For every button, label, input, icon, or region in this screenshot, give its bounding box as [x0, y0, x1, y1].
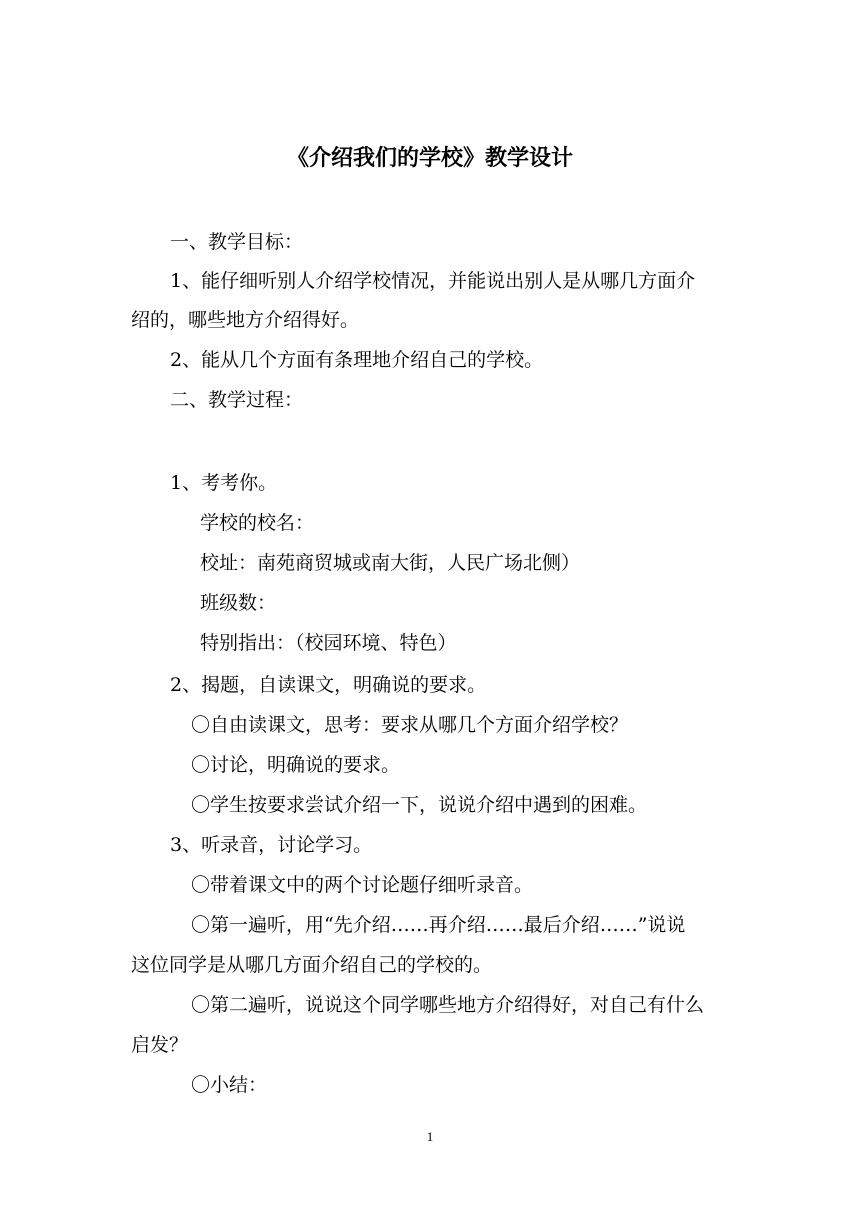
step-3-heading: 3、听录音，讨论学习。	[170, 834, 373, 856]
section-heading-process: 二、教学过程：	[170, 389, 304, 411]
goal-1-line-2: 绍的，哪些地方介绍得好。	[131, 309, 360, 331]
step-1-school-address: 校址：南苑商贸城或南大街，人民广场北侧）	[200, 552, 581, 574]
step-3-summary: 〇小结：	[191, 1074, 268, 1096]
step-3-item-3-line-1: 〇第二遍听，说说这个同学哪些地方介绍得好，对自己有什么	[191, 994, 705, 1016]
step-2-heading: 2、揭题，自读课文，明确说的要求。	[170, 674, 487, 696]
step-3-item-1: 〇带着课文中的两个讨论题仔细听录音。	[191, 874, 534, 896]
step-1-heading: 1、考考你。	[170, 472, 278, 494]
step-1-school-name: 学校的校名：	[200, 512, 315, 534]
goal-1-line-1: 1、能仔细听别人介绍学校情况，并能说出别人是从哪几方面介	[170, 270, 696, 292]
step-1-special-note: 特别指出：（校园环境、特色）	[200, 632, 457, 654]
page-number: 1	[426, 1129, 434, 1144]
step-3-item-3-line-2: 启发？	[131, 1034, 189, 1056]
step-1-class-count: 班级数：	[200, 592, 277, 614]
step-2-item-3: 〇学生按要求尝试介绍一下，说说介绍中遇到的困难。	[191, 794, 648, 816]
step-2-item-2: 〇讨论，明确说的要求。	[191, 754, 401, 776]
section-heading-goals: 一、教学目标：	[170, 231, 304, 253]
goal-2: 2、能从几个方面有条理地介绍自己的学校。	[170, 349, 544, 371]
step-3-item-2-line-2: 这位同学是从哪几方面介绍自己的学校的。	[131, 954, 493, 976]
step-2-item-1: 〇自由读课文，思考：要求从哪几个方面介绍学校？	[191, 714, 629, 736]
document-title: 《介绍我们的学校》教学设计	[286, 145, 573, 171]
step-3-item-2-line-1: 〇第一遍听，用“先介绍……再介绍……最后介绍……”说说	[191, 914, 686, 936]
